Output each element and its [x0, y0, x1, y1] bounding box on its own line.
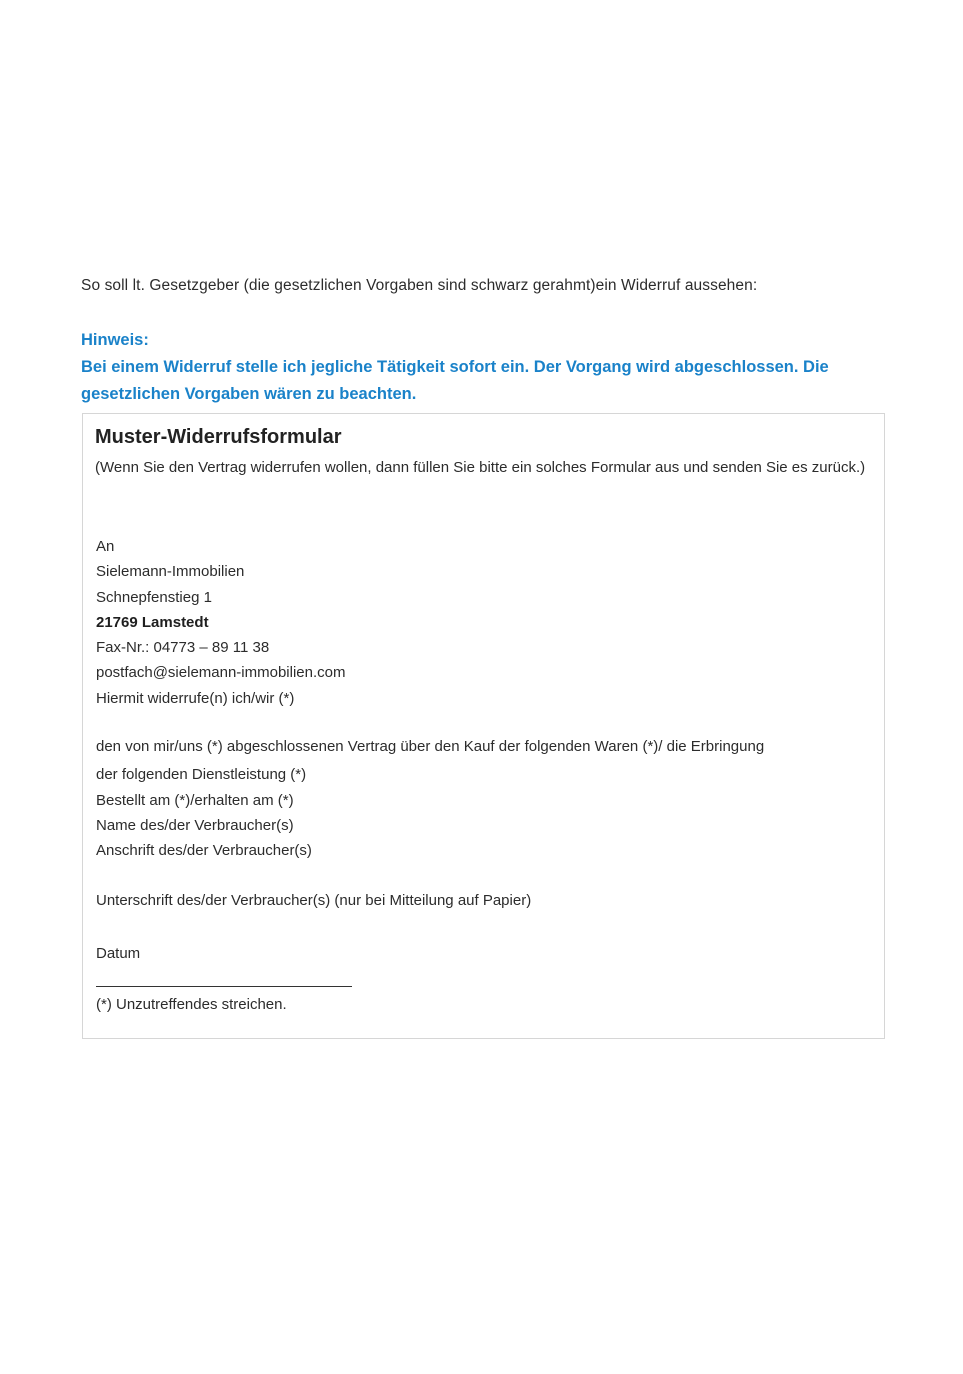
- recipient-city: 21769 Lamstedt: [96, 614, 209, 631]
- date-line: Datum: [96, 945, 141, 962]
- recipient-email: postfach@sielemann-immobilien.com: [96, 664, 346, 681]
- contract-line-1: den von mir/uns (*) abgeschlossenen Vertrag über den Kauf der folgenden Waren (*)/ die Erbringung: [96, 738, 765, 755]
- revoke-line: Hiermit widerrufe(n) ich/wir (*): [96, 690, 295, 707]
- contract-line-2: der folgenden Dienstleistung (*): [96, 766, 307, 783]
- note-body: Bei einem Widerruf stelle ich jegliche Tätigkeit sofort ein. Der Vorgang wird abgeschlossen. Die gesetzlichen Vorgaben wären zu beachten.: [81, 358, 829, 403]
- signature-line: Unterschrift des/der Verbraucher(s) (nur bei Mitteilung auf Papier): [96, 892, 532, 909]
- form-subtitle: (Wenn Sie den Vertrag widerrufen wollen, dann füllen Sie bitte ein solches Formular aus und senden Sie es zurück.): [95, 459, 866, 476]
- recipient-label: An: [96, 538, 115, 555]
- form-title: Muster-Widerrufsformular: [95, 426, 342, 448]
- signature-rule: [96, 986, 352, 987]
- ordered-line: Bestellt am (*)/erhalten am (*): [96, 792, 294, 809]
- withdrawal-form-box: [82, 413, 885, 1039]
- recipient-fax: Fax-Nr.: 04773 – 89 11 38: [96, 639, 270, 656]
- recipient-company: Sielemann-Immobilien: [96, 563, 245, 580]
- intro-text: So soll lt. Gesetzgeber (die gesetzlichen Vorgaben sind schwarz gerahmt)ein Widerruf aussehen:: [81, 277, 758, 294]
- note-block: [81, 327, 881, 408]
- footnote: (*) Unzutreffendes streichen.: [96, 996, 287, 1013]
- consumer-name-line: Name des/der Verbraucher(s): [96, 817, 294, 834]
- recipient-street: Schnepfenstieg 1: [96, 589, 212, 606]
- consumer-address-line: Anschrift des/der Verbraucher(s): [96, 842, 312, 859]
- note-heading: Hinweis:: [81, 331, 149, 349]
